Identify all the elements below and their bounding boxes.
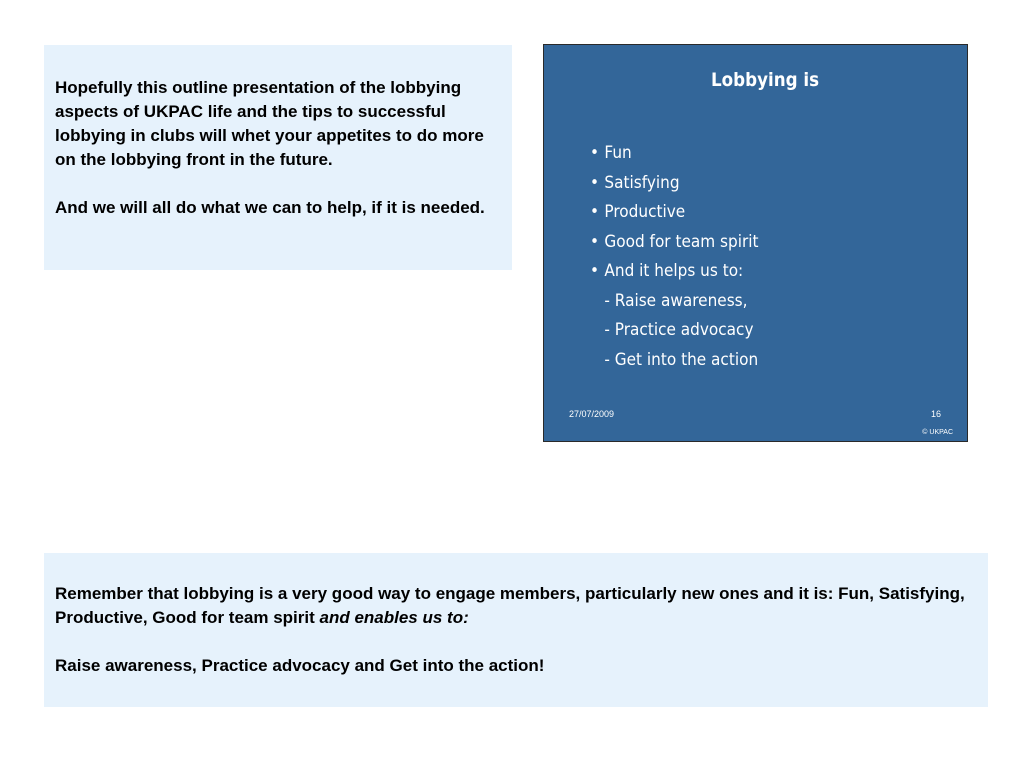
slide-thumbnail — [543, 44, 968, 442]
notes-bottom-text: Remember that lobbying is a very good way to engage members, particularly new ones and it is: Fun, Satisfying, Productive, Good for team spirit — [55, 584, 965, 627]
bullet-dot-icon: • — [590, 231, 600, 252]
notes-top-paragraph-1: Hopefully this outline presentation of the lobbying aspects of UKPAC life and the tips to successful lobbying in clubs will whet your appetites to do more on the lobbying front in the future. — [55, 78, 484, 169]
slide-bullet-list — [590, 139, 777, 375]
slide-bullet-text: Productive — [604, 202, 686, 222]
notes-bottom-paragraph-1 — [55, 582, 976, 630]
bullet-dot-icon: • — [590, 202, 600, 222]
slide-title: Lobbying is — [711, 69, 820, 91]
bullet-dot-icon: • — [590, 261, 600, 281]
notes-bottom-paragraph-2: Raise awareness, Practice advocacy and Get into the action! — [55, 656, 545, 675]
slide-bullet-text: Satisfying — [604, 172, 680, 193]
slide-bullet — [590, 257, 758, 287]
bullet-dot-icon: • — [590, 143, 600, 163]
slide-bullet-text: Fun — [604, 143, 632, 163]
slide-sub-item: - Raise awareness, — [604, 290, 748, 311]
notes-top-paragraph-2: And we will all do what we can to help, if it is needed. — [55, 198, 485, 217]
slide-bullet-text: Good for team spirit — [604, 231, 759, 252]
slide-bullet — [590, 139, 758, 169]
slide-copyright: © UKPAC — [922, 429, 953, 436]
slide-bullet — [590, 198, 758, 228]
notes-bottom-italic-text: and enables us to: — [319, 608, 469, 627]
slide-date: 27/07/2009 — [569, 409, 615, 419]
notes-bottom-box — [44, 553, 988, 707]
slide-bullet — [590, 228, 758, 258]
slide-bullet — [590, 169, 758, 199]
slide-sub-item: - Get into the action — [604, 349, 759, 370]
slide-number: 16 — [930, 409, 941, 419]
slide-bullet-text: And it helps us to: — [604, 261, 744, 281]
slide-sub-item: - Practice advocacy — [604, 320, 754, 340]
notes-top-box — [44, 45, 512, 270]
bullet-dot-icon: • — [590, 172, 600, 193]
